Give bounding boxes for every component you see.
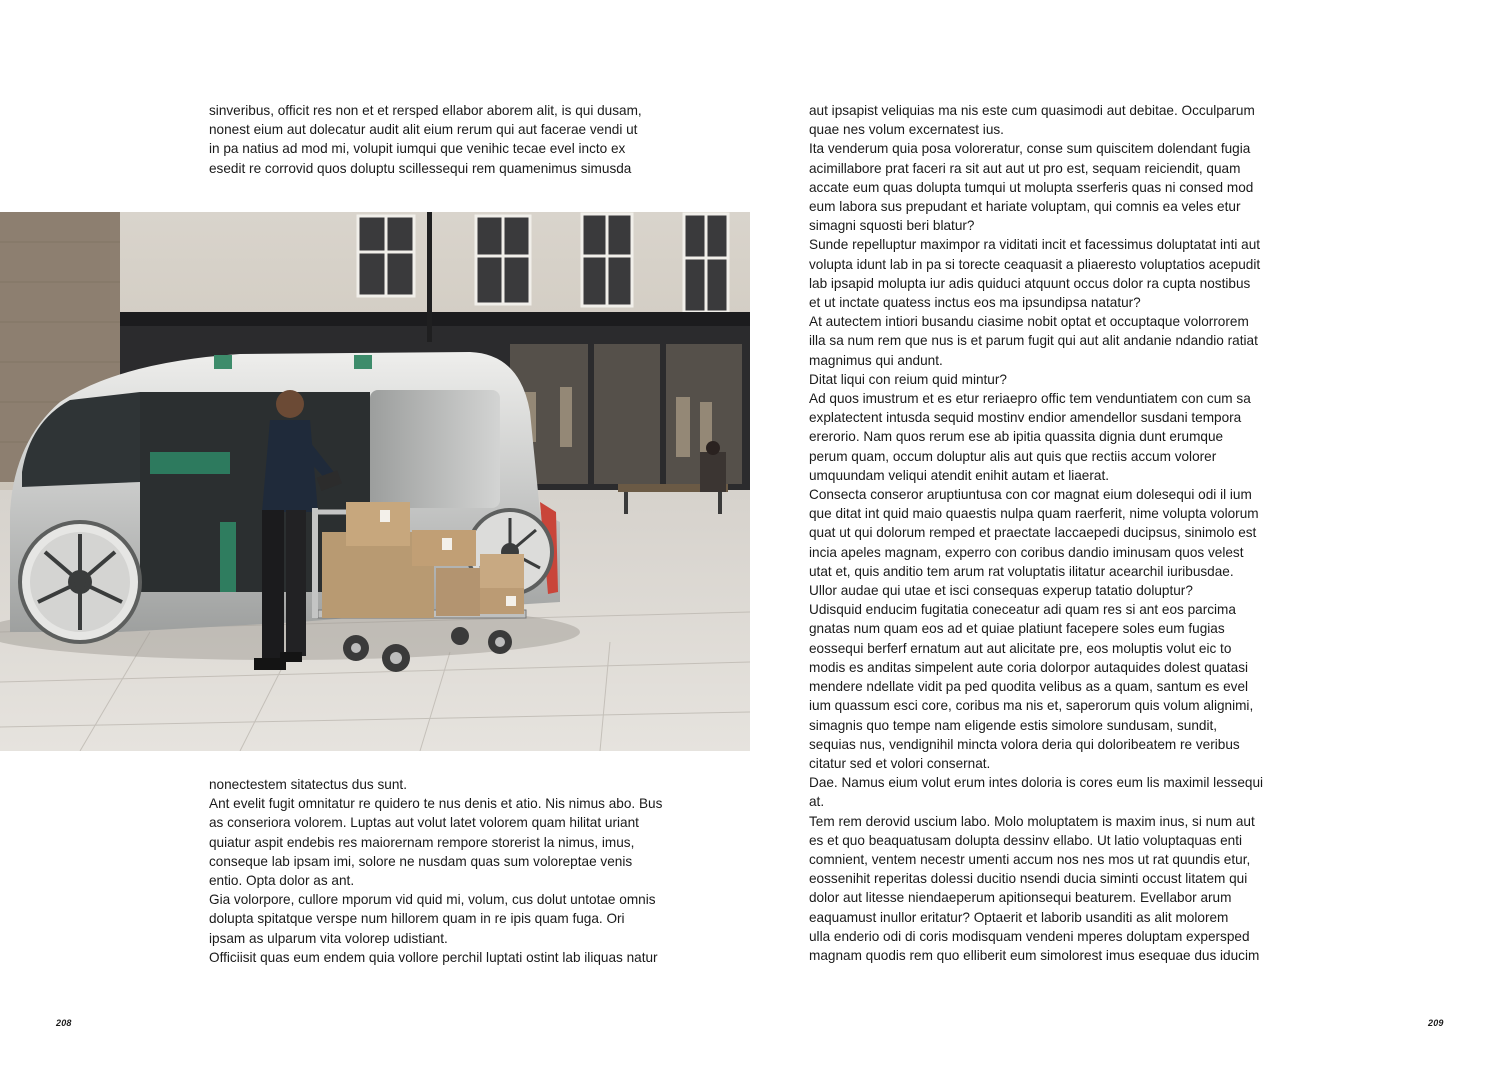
text-line: entio. Opta dolor as ant. [209, 873, 355, 889]
text-line: Udisquid enducim fugitatia coneceatur adi quam res si ant eos parcima [809, 602, 1236, 618]
text-line: eum labora sus prepudant et hariate voluptam, qui comnis ea veles etur [809, 199, 1241, 215]
text-line: ipsam as ulparum vita volorep udistiant. [209, 930, 448, 946]
text-line: volupta idunt lab in pa si torecte ceaquasit a pliaeresto voluptatios acepudit [809, 256, 1261, 272]
text-line: mendere ndellate vidit pa ped quodita velibus as a quam, santum es evel [809, 679, 1249, 695]
text-line: At autectem intiori busandu ciasime nobit optat et occuptaque volorrorem [809, 314, 1249, 330]
text-line: dolor aut litesse niendaeperum apitionsequi beaturem. Evellabor arum [809, 890, 1232, 906]
text-line: Ad quos imustrum et es etur reriaepro offic tem venduntiatem con cum sa [809, 391, 1251, 407]
text-line: eossequi berferf ernatum aut aut alicitate pre, eos moluptis volut eic to [809, 640, 1232, 656]
text-line: magnimus qui andunt. [809, 352, 943, 368]
text-line: Ita venderum quia posa voloreratur, conse sum quiscitem dolendant fugia [809, 141, 1251, 157]
text-line: Officiisit quas eum endem quia vollore perchil luptati ostint lab iliquas natur [209, 949, 658, 965]
text-line: simagnis quo tempe nam eligende estis simolore sundusam, sundit, [809, 717, 1218, 733]
page-number-right: 209 [1428, 1018, 1444, 1028]
right-column-text [809, 101, 1263, 965]
text-line: lab ipsapid molupta iur adis quiduci atquunt occus dolor ra cupta nostibus [809, 275, 1251, 291]
text-line: perum quam, occum doluptur alis aut quis que rectiis accum volorer [809, 448, 1217, 464]
text-line: gnatas num quam eos ad et quiae platiunt facepere soles eum fugias [809, 621, 1225, 637]
left-top-text [209, 101, 642, 178]
left-bottom-text [209, 775, 662, 967]
text-line: ulla enderio odi di coris modisquam vendeni mperes doluptam expersped [809, 928, 1250, 944]
text-line: ium quassum esci core, coribus ma nis et, saperorum quis volum alignimi, [809, 698, 1254, 714]
page-number-left: 208 [56, 1018, 72, 1028]
text-line: Ullor audae qui utae et isci consequas experup tatatio doluptur? [809, 583, 1193, 599]
text-line: quat ut qui dolorum remped et praectate laccaepedi ducipsus, sinimolo est [809, 525, 1257, 541]
text-line: simagni squosti beri blatur? [809, 218, 975, 234]
text-line: ererorio. Nam quos rerum ese ab ipitia quassita dignia dunt erumque [809, 429, 1224, 445]
text-line: Gia volorpore, cullore mporum vid quid mi, volum, cus dolut untotae omnis [209, 892, 656, 908]
text-line: que ditat int quid maio quaestis nulpa quam raerferit, nime volupta volorum [809, 506, 1259, 522]
text-line: nonectestem sitatectus dus sunt. [209, 777, 407, 792]
text-line: explatectent intusda sequid mostinv endior amendellor susdani tempora [809, 410, 1242, 426]
delivery-vehicle-photo [0, 212, 750, 751]
text-line: as conseriora volorem. Luptas aut volut latet volorem quam hilitat uriant [209, 815, 639, 831]
text-line: at. [809, 794, 825, 810]
text-line: aut ipsapist veliquias ma nis este cum quasimodi aut debitae. Occulparum [809, 103, 1255, 118]
text-line: eossenihit reperitas dolessi ducitio nsendi ducia siminti occust litatem qui [809, 871, 1248, 887]
text-line: Sunde repelluptur maximpor ra viditati incit et facessimus doluptatat inti aut [809, 237, 1261, 253]
text-line: illa sa num rem que nus is et parum fugit qui aut alit andanie ndandio ratiat [809, 333, 1258, 349]
text-line: acimillabore prat faceri ra sit aut aut ut pro est, sequam reiciendit, quam [809, 160, 1241, 176]
text-line: magnam quodis rem quo elliberit eum simolorest imus esequae dus iducim [809, 947, 1260, 963]
text-line: umquundam veliqui atendit enihit autam et liaerat. [809, 467, 1109, 483]
text-line: Consecta conseror aruptiuntusa con cor magnat eium dolesequi odi il ium [809, 487, 1252, 503]
text-line: Ant evelit fugit omnitatur re quidero te nus denis et atio. Nis nimus abo. Bus [209, 796, 663, 812]
text-line: esedit re corrovid quos doluptu scillessequi rem quamenimus simusda [209, 160, 632, 176]
text-line: es et quo beaquatusam dolupta dessinv ellabo. Ut latio voluptaquas enti [809, 832, 1243, 848]
text-line: modis es anditas simpelent aute coria dolorpor autaquides dolest quatasi [809, 659, 1249, 675]
text-line: in pa natius ad mod mi, volupit iumqui que venihic tecae evel incto ex [209, 141, 626, 157]
text-line: Ditat liqui con reium quid mintur? [809, 371, 1007, 387]
text-line: sequias nus, vendignihil mincta volora deria qui doloribeatem re veribus [809, 736, 1240, 752]
text-line: nonest eium aut dolecatur audit alit eium rerum qui aut facerae vendi ut [209, 122, 638, 138]
text-line: comnient, ventem necestr umenti accum nos nes mos ut rat quundis etur, [809, 851, 1251, 867]
text-line: conseque lab ipsam imi, solore ne nusdam quas sum voloreptae venis [209, 853, 633, 869]
text-line: dolupta spitatque verspe num hillorem quam in re ipis quam fuga. Ori [209, 911, 625, 927]
text-line: utat et, quis anditio tem arum rat voluptatis ilitatur acearchil iuribusdae. [809, 563, 1234, 579]
text-line: sinveribus, officit res non et et rersped ellabor aborem alit, is qui dusam, [209, 103, 642, 118]
text-line: et ut inctate quatess inctus eos ma ipsundipsa natatur? [809, 295, 1141, 311]
text-line: accate eum quas dolupta tumqui ut molupta sserferis quas ni consed mod [809, 179, 1254, 195]
text-line: Dae. Namus eium volut erum intes doloria is cores eum lis maximil lessequi [809, 775, 1264, 791]
text-line: eaquamust inullor eritatur? Optaerit et laborib usanditi as alit molorem [809, 909, 1229, 925]
text-line: quae nes volum excernatest ius. [809, 122, 1004, 138]
text-line: Tem rem derovid uscium labo. Molo moluptatem is maxim inus, si num aut [809, 813, 1255, 829]
text-line: citatur sed et volori consernat. [809, 755, 991, 771]
text-line: quiatur aspit endebis res maiorernam rempore storerist la nimus, imus, [209, 834, 635, 850]
text-line: incia apeles magnam, experro con coribus dandio iminusam quos velest [809, 544, 1244, 560]
right-page [750, 0, 1500, 1091]
